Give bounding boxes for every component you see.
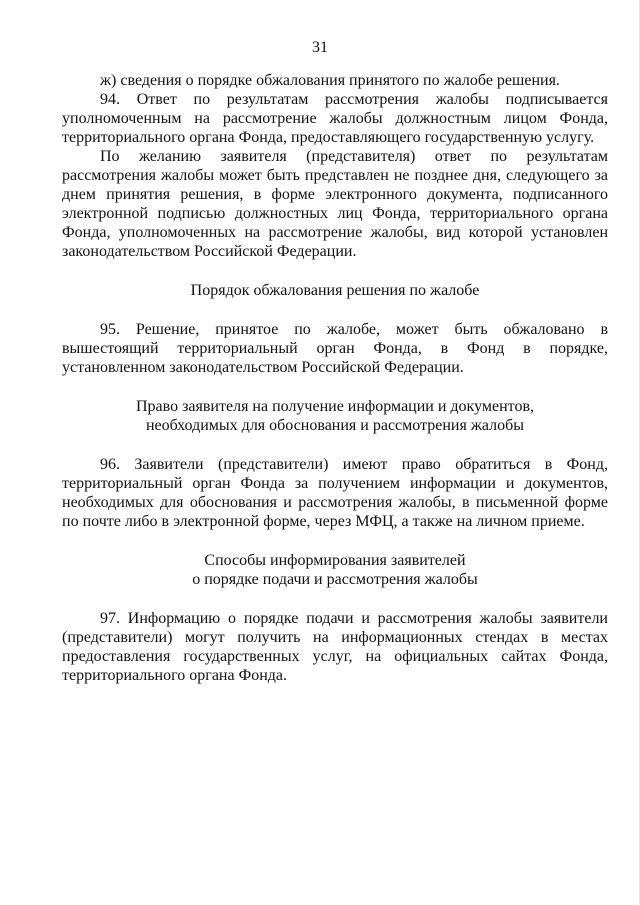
- paragraph-97: 97. Информацию о порядке подачи и рассмотрения жалобы заявители (представители) могут получить на информационных стендах в местах предоставления государственных услуг, на официальных сайтах Фонда, территориального органа Фонда.: [62, 610, 608, 684]
- paragraph-94: 94. Ответ по результатам рассмотрения жалобы подписывается уполномоченным на рассмотрение жалобы должностным лицом Фонда, территориального органа Фонда, предоставляющего государственную услугу.: [62, 91, 608, 146]
- section-heading-line: Право заявителя на получение информации и документов,: [135, 398, 535, 415]
- section-heading-informing-methods: [62, 551, 608, 589]
- section-heading-line: Способы информирования заявителей: [204, 552, 466, 569]
- paragraph-zh: ж) сведения о порядке обжалования принятого по жалобе решения.: [100, 72, 560, 89]
- spacer: [62, 377, 608, 397]
- spacer: [62, 531, 608, 551]
- section-heading-line: необходимых для обоснования и рассмотрения жалобы: [145, 417, 525, 434]
- spacer: [62, 261, 608, 281]
- page-number: 31: [312, 39, 328, 56]
- section-heading-appeal-procedure: Порядок обжалования решения по жалобе: [190, 282, 480, 299]
- document-body: [62, 71, 608, 685]
- section-heading-line: о порядке подачи и рассмотрения жалобы: [192, 571, 478, 588]
- spacer: [62, 435, 608, 455]
- spacer: [62, 589, 608, 609]
- paragraph-94-continued: По желанию заявителя (представителя) ответ по результатам рассмотрения жалобы может быть представлен не позднее дня, следующего за днем принятия решения, в форме электронного документа, подписанного электронной подписью должностных лиц Фонда, территориального органа Фонда, уполномоченных на рассмотрение жалобы, вид которой установлен законодательством Российской Федерации.: [62, 148, 608, 260]
- section-heading-right-to-information: [62, 397, 608, 435]
- spacer: [62, 300, 608, 320]
- paragraph-96: 96. Заявители (представители) имеют право обратиться в Фонд, территориальный орган Фонда за получением информации и документов, необходимых для обоснования и рассмотрения жалобы, в письменной форме по почте либо в электронной форме, через МФЦ, а также на личном приеме.: [62, 456, 608, 530]
- paragraph-95: 95. Решение, принятое по жалобе, может быть обжаловано в вышестоящий территориальный орган Фонда, в Фонд в порядке, установленном законодательством Российской Федерации.: [62, 321, 608, 376]
